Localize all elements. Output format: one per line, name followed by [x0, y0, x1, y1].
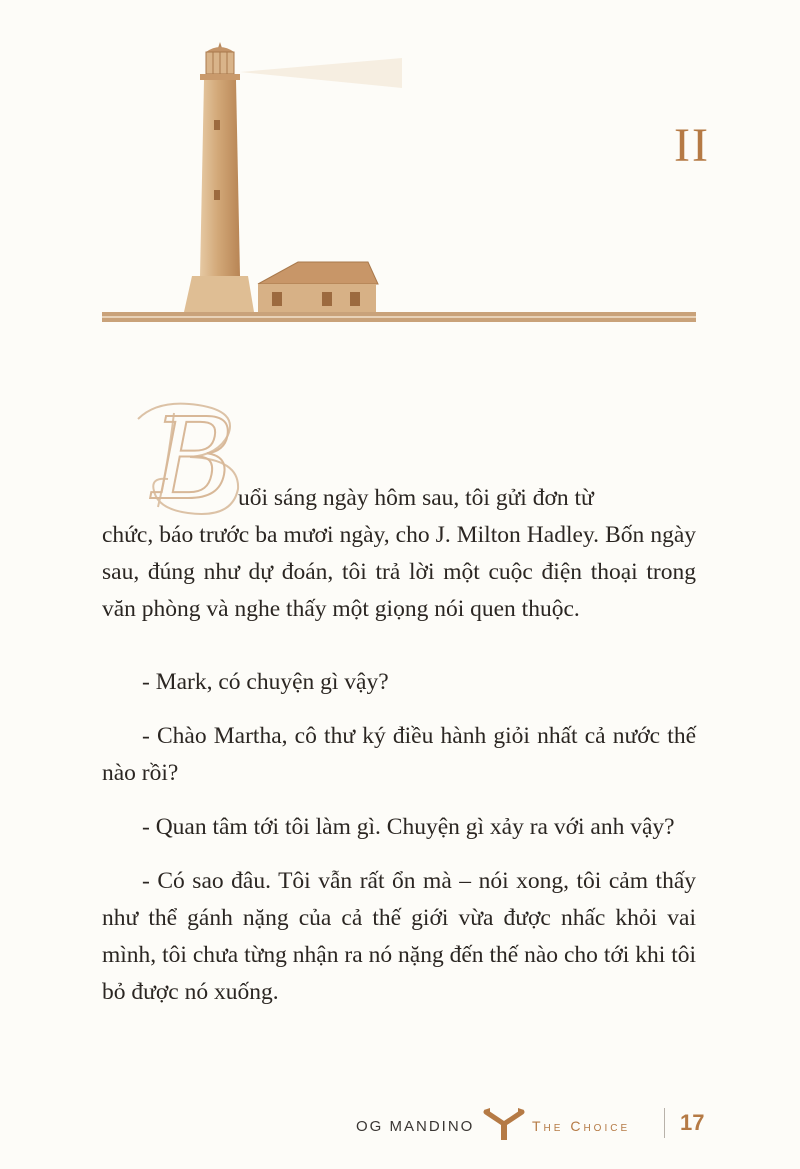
chapter-number: II — [674, 119, 710, 172]
footer-author: OG MANDINO — [356, 1118, 475, 1135]
dialog-line: - Có sao đâu. Tôi vẫn rất ổn mà – nói xong, tôi cảm thấy như thể gánh nặng của cả thế giới vừa được nhấc khỏi vai mình, tôi chưa từng nhận ra nó nặng đến thế nào cho tới khi tôi bỏ được nó xuống. — [102, 868, 696, 1005]
dialog-block — [102, 664, 696, 1028]
page-footer — [0, 1106, 800, 1146]
dialog-line: - Chào Martha, cô thư ký điều hành giỏi nhất cả nước thế nào rồi? — [102, 723, 696, 786]
footer-book-title: The Choice — [532, 1118, 631, 1134]
drop-cap-letter: B — [151, 395, 235, 525]
dialog-line: - Mark, có chuyện gì vậy? — [142, 669, 389, 695]
paragraph-1-rest: chức, báo trước ba mươi ngày, cho J. Milton Hadley. Bốn ngày sau, đúng như dự đoán, tôi trả lời một cuộc điện thoại trong văn phòng và nghe thấy một giọng nói quen thuộc. — [102, 522, 696, 622]
footer-divider — [664, 1108, 665, 1138]
paragraph-1-first-line: uổi sáng ngày hôm sau, tôi gửi đơn từ — [238, 485, 594, 511]
crossroads-icon — [482, 1106, 526, 1142]
page-number: 17 — [680, 1110, 705, 1135]
paragraph-1 — [102, 480, 696, 628]
lighthouse-illustration — [102, 40, 696, 330]
dialog-line: - Quan tâm tới tôi làm gì. Chuyện gì xảy ra với anh vậy? — [142, 814, 675, 840]
